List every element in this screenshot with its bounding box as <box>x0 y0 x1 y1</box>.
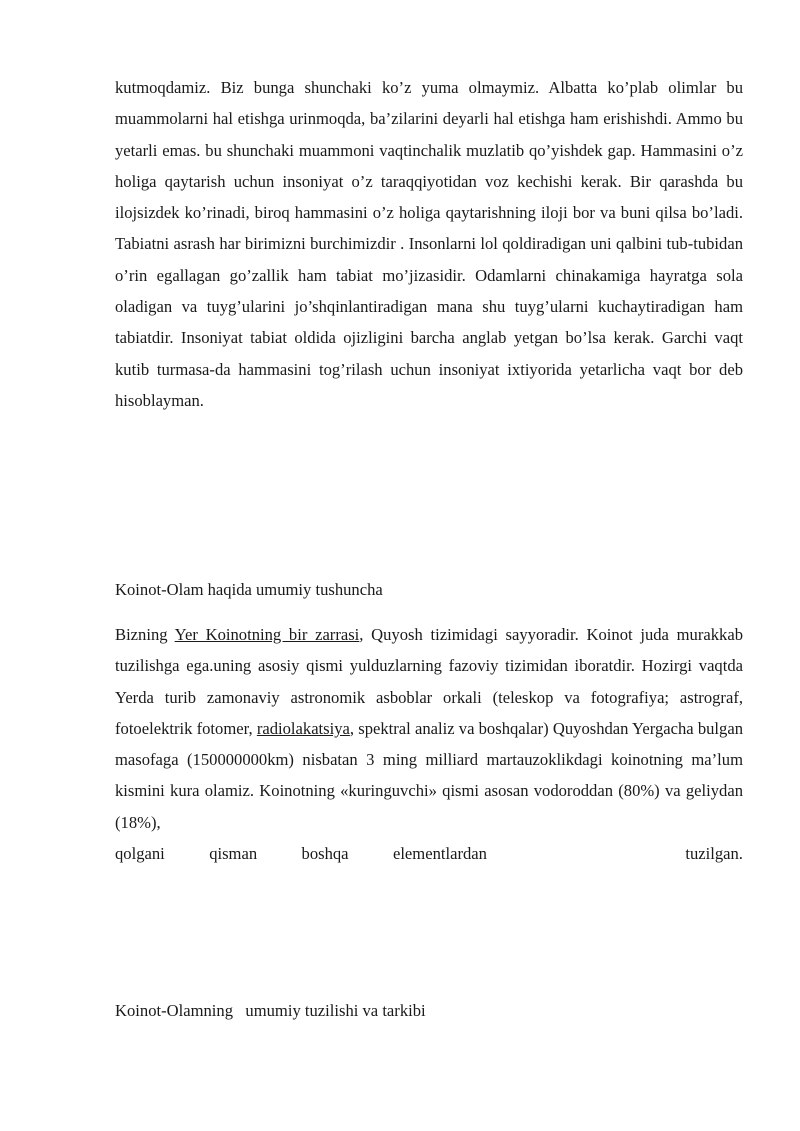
word: qolgani <box>115 844 165 864</box>
paragraph-environment: kutmoqdamiz. Biz bunga shunchaki ko’z yuma olmaymiz. Albatta ko’plab olimlar bu muammolarni hal etishga urinmoqda, ba’zilarini deyarli hal etishga ham erishishdi. Ammo bu yetarli emas. bu shunchaki muammoni vaqtinchalik muzlatib qo’yishdek gap. Hammasini o’z holiga qaytarish uchun insoniyat o’z taraqqiyotidan voz kechishi kerak. Bir qarashda bu ilojsizdek ko’rinadi, biroq hammasini o’z holiga qaytarishning iloji bor va buni qilsa bo’ladi. Tabiatni asrash har birimizni burchimizdir . Insonlarni lol qoldiradigan uni qalbini tub-tubidan o’rin egallagan go’zallik ham tabiat mo’jizasidir. Odamlarni chinakamiga hayratga sola oladigan va tuyg’ularini jo’shqinlantiradigan mana shu tuyg’ularni kuchaytiradigan ham tabiatdir. Insoniyat tabiat oldida ojizligini barcha anglab yetgan bo’lsa kerak. Garchi vaqt kutib turmasa-da hammasini tog’rilash uchun insoniyat ixtiyorida yetarlicha vaqt bor deb hisoblayman. <box>115 78 743 410</box>
word: tuzilgan. <box>685 844 743 864</box>
paragraph-last-line <box>115 838 743 869</box>
paragraph-text: , spektral analiz va boshqalar) Quyoshdan Yergacha bulgan masofaga (150000000km) nisbatan 3 ming milliard martauzoklikdagi koinotning ma’lum kismini kura olamiz. Koinotning «kuringuvchi» qismi asosan vodoroddan (80%) va geliydan (18%), <box>115 718 743 832</box>
section-heading-universe-concept: Koinot-Olam haqida umumiy tushuncha <box>115 580 383 599</box>
link-earth-particle[interactable]: Yer Koinotning bir zarrasi <box>174 625 360 644</box>
word: qisman <box>209 844 258 864</box>
paragraph-universe <box>115 619 743 869</box>
word: boshqa <box>301 844 349 864</box>
paragraph-text: , Quyosh tizimidagi sayyoradir. Koinot juda murakkab tuzilishga ega.uning asosiy qismi yulduzlarning fazoviy tizimidan iboratdir. Hozirgi vaqtda Yerda turib zamonaviy astronomik asboblar orkali (teleskop va fotografiya; astrograf, fotoelektrik fotomer, <box>115 625 743 738</box>
paragraph-text: Bizning <box>115 625 175 644</box>
section-heading-universe-structure: Koinot-Olamning umumiy tuzilishi va tarkibi <box>115 1001 426 1020</box>
link-radiolocation[interactable]: radiolakatsiya <box>256 718 350 738</box>
word: elementlardan <box>392 844 487 864</box>
